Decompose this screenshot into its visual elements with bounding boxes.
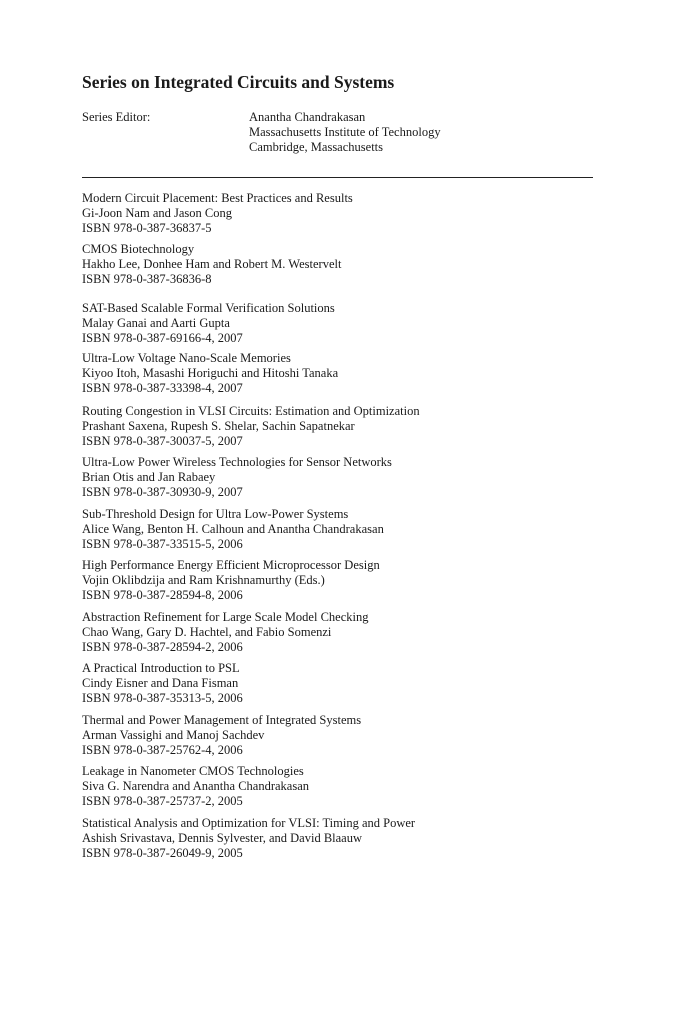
book-isbn: ISBN 978-0-387-28594-8, 2006 (82, 588, 243, 602)
book-entry (82, 558, 380, 603)
book-entry (82, 455, 392, 500)
book-authors: Vojin Oklibdzija and Ram Krishnamurthy (Eds.) (82, 573, 325, 587)
book-authors: Hakho Lee, Donhee Ham and Robert M. Westervelt (82, 257, 342, 271)
book-isbn: ISBN 978-0-387-25762-4, 2006 (82, 743, 243, 757)
page-title: Series on Integrated Circuits and Systems (82, 72, 395, 92)
editor-location: Cambridge, Massachusetts (249, 140, 384, 154)
book-entry (82, 713, 361, 758)
book-entry (82, 507, 384, 552)
book-isbn: ISBN 978-0-387-25737-2, 2005 (82, 794, 243, 808)
book-entry (82, 351, 338, 396)
book-title: Sub-Threshold Design for Ultra Low-Power Systems (82, 507, 349, 521)
book-title: Statistical Analysis and Optimization for VLSI: Timing and Power (82, 816, 416, 830)
book-authors: Malay Ganai and Aarti Gupta (82, 316, 230, 330)
book-title: Routing Congestion in VLSI Circuits: Estimation and Optimization (82, 404, 420, 418)
book-title: CMOS Biotechnology (82, 242, 195, 256)
book-entry (82, 404, 420, 449)
book-entry (82, 816, 415, 861)
book-isbn: ISBN 978-0-387-36836-8 (82, 272, 212, 286)
book-isbn: ISBN 978-0-387-30037-5, 2007 (82, 434, 243, 448)
book-authors: Alice Wang, Benton H. Calhoun and Anantha Chandrakasan (82, 522, 384, 536)
book-authors: Gi-Joon Nam and Jason Cong (82, 206, 232, 220)
book-entry (82, 191, 353, 236)
editor-name: Anantha Chandrakasan (249, 110, 366, 124)
book-entry (82, 301, 335, 346)
book-authors: Cindy Eisner and Dana Fisman (82, 676, 239, 690)
book-entry (82, 764, 309, 809)
book-title: Abstraction Refinement for Large Scale Model Checking (82, 610, 369, 624)
book-title: Ultra-Low Power Wireless Technologies for Sensor Networks (82, 455, 392, 469)
book-title: A Practical Introduction to PSL (82, 661, 240, 675)
book-authors: Prashant Saxena, Rupesh S. Shelar, Sachin Sapatnekar (82, 419, 355, 433)
book-isbn: ISBN 978-0-387-33515-5, 2006 (82, 537, 243, 551)
book-authors: Chao Wang, Gary D. Hachtel, and Fabio Somenzi (82, 625, 332, 639)
series-editor-info (249, 110, 441, 155)
book-isbn: ISBN 978-0-387-33398-4, 2007 (82, 381, 243, 395)
book-isbn: ISBN 978-0-387-69166-4, 2007 (82, 331, 243, 345)
book-isbn: ISBN 978-0-387-30930-9, 2007 (82, 485, 243, 499)
book-title: Leakage in Nanometer CMOS Technologies (82, 764, 304, 778)
book-title: Ultra-Low Voltage Nano-Scale Memories (82, 351, 291, 365)
book-title: Thermal and Power Management of Integrated Systems (82, 713, 362, 727)
book-isbn: ISBN 978-0-387-35313-5, 2006 (82, 691, 243, 705)
book-isbn: ISBN 978-0-387-26049-9, 2005 (82, 846, 243, 860)
book-authors: Brian Otis and Jan Rabaey (82, 470, 216, 484)
book-authors: Siva G. Narendra and Anantha Chandrakasan (82, 779, 310, 793)
book-isbn: ISBN 978-0-387-36837-5 (82, 221, 212, 235)
book-title: High Performance Energy Efficient Microprocessor Design (82, 558, 380, 572)
book-entry (82, 242, 341, 287)
book-authors: Ashish Srivastava, Dennis Sylvester, and David Blaauw (82, 831, 363, 845)
editor-affiliation: Massachusetts Institute of Technology (249, 125, 441, 139)
book-title: SAT-Based Scalable Formal Verification Solutions (82, 301, 335, 315)
divider (82, 177, 593, 178)
book-entry (82, 661, 243, 706)
series-editor-label: Series Editor: (82, 110, 151, 124)
book-authors: Kiyoo Itoh, Masashi Horiguchi and Hitoshi Tanaka (82, 366, 339, 380)
book-title: Modern Circuit Placement: Best Practices and Results (82, 191, 353, 205)
book-entry (82, 610, 369, 655)
book-authors: Arman Vassighi and Manoj Sachdev (82, 728, 265, 742)
book-isbn: ISBN 978-0-387-28594-2, 2006 (82, 640, 243, 654)
